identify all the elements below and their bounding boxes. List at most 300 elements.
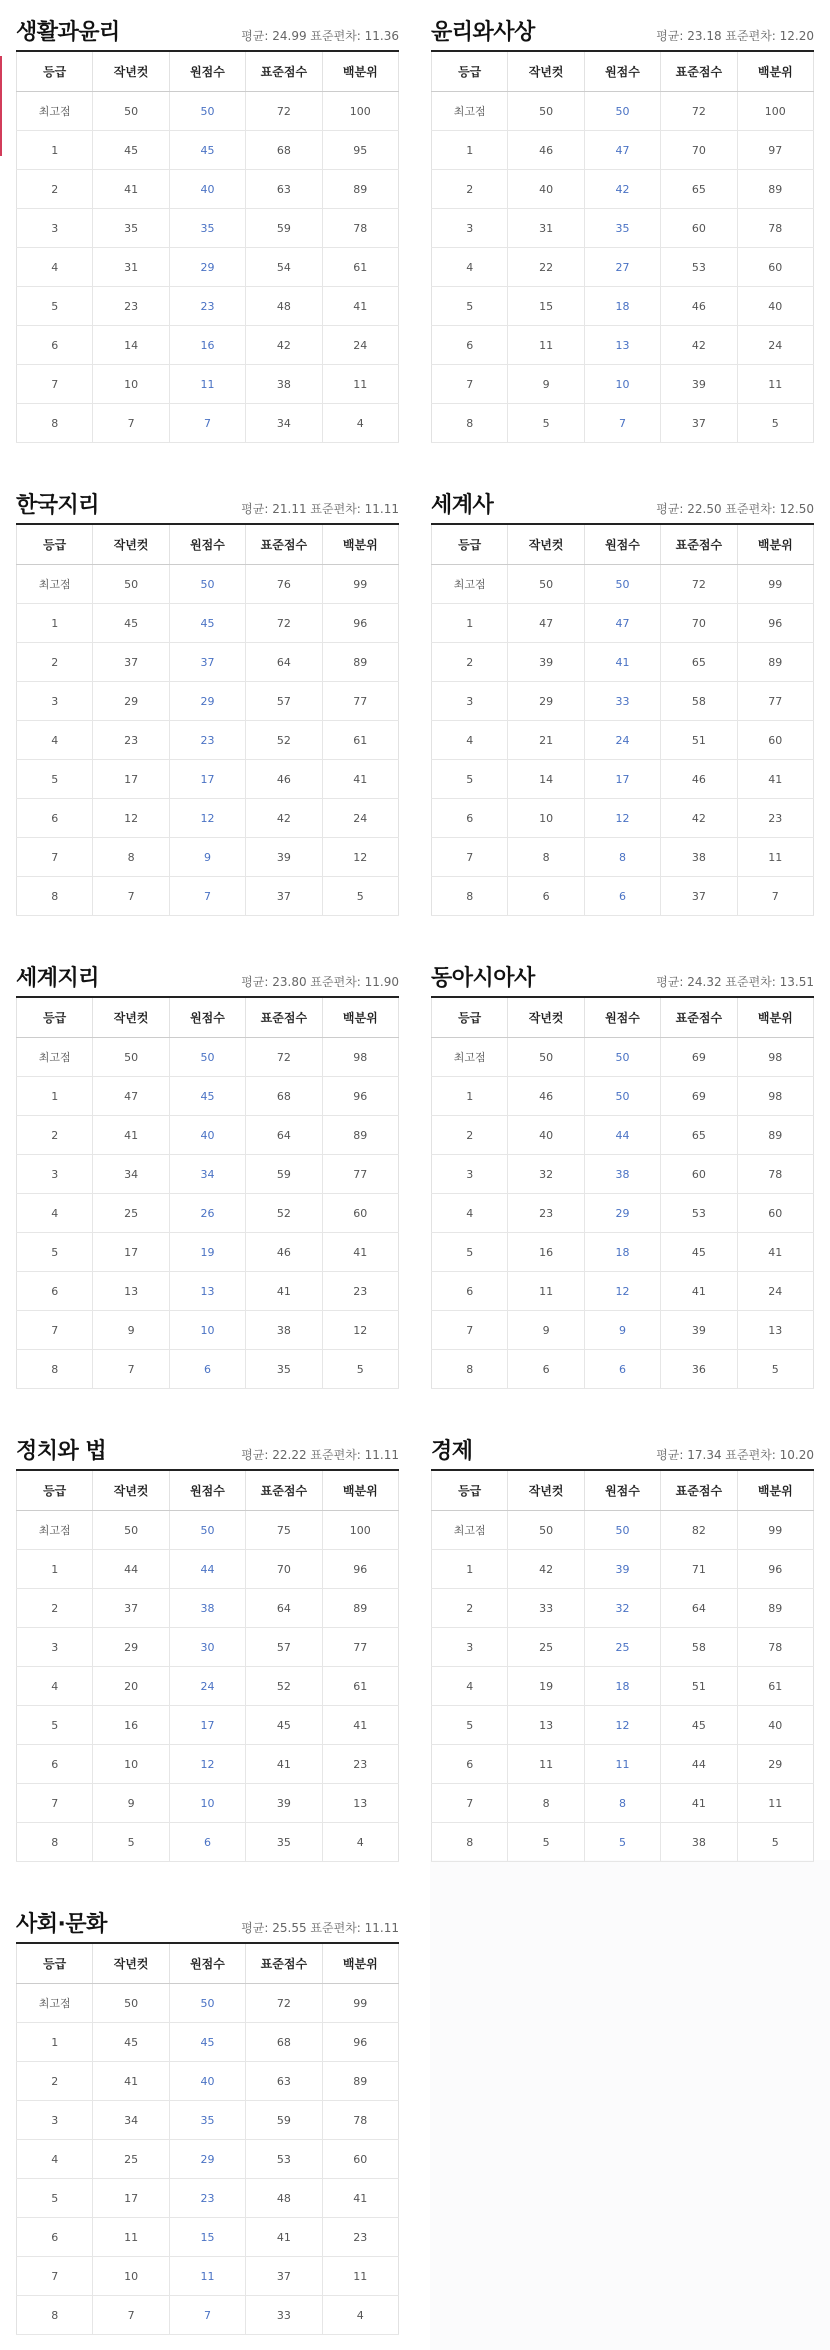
cell-standard-score: 69 bbox=[661, 1077, 737, 1116]
cell-percentile: 5 bbox=[737, 1823, 813, 1862]
cell-raw-score: 18 bbox=[584, 287, 660, 326]
cell-grade: 최고점 bbox=[432, 92, 508, 131]
cell-grade: 4 bbox=[432, 1667, 508, 1706]
table-header-row bbox=[17, 1470, 399, 1511]
cell-percentile: 89 bbox=[737, 643, 813, 682]
cell-grade: 2 bbox=[432, 643, 508, 682]
cell-raw-score: 35 bbox=[169, 209, 245, 248]
panel-header bbox=[16, 1429, 399, 1469]
cell-last-year-cut: 29 bbox=[93, 682, 169, 721]
cell-last-year-cut: 22 bbox=[508, 248, 584, 287]
cell-raw-score: 6 bbox=[584, 877, 660, 916]
cell-last-year-cut: 50 bbox=[93, 1511, 169, 1550]
cell-raw-score: 8 bbox=[584, 1784, 660, 1823]
col-header-grade: 등급 bbox=[17, 997, 93, 1038]
cell-percentile: 95 bbox=[322, 131, 398, 170]
cell-percentile: 78 bbox=[322, 2101, 398, 2140]
cell-raw-score: 7 bbox=[584, 404, 660, 443]
col-header-raw-score: 원점수 bbox=[169, 524, 245, 565]
cell-standard-score: 35 bbox=[246, 1350, 322, 1389]
cell-percentile: 5 bbox=[737, 1350, 813, 1389]
cell-grade: 최고점 bbox=[17, 1511, 93, 1550]
table-row bbox=[432, 92, 814, 131]
table-row bbox=[17, 2296, 399, 2335]
cell-raw-score: 50 bbox=[584, 1077, 660, 1116]
table-row bbox=[17, 1823, 399, 1862]
cell-grade: 8 bbox=[432, 1823, 508, 1862]
cell-percentile: 11 bbox=[322, 2257, 398, 2296]
cell-last-year-cut: 40 bbox=[508, 170, 584, 209]
cell-percentile: 99 bbox=[322, 565, 398, 604]
cell-last-year-cut: 7 bbox=[93, 1350, 169, 1389]
cell-standard-score: 70 bbox=[661, 604, 737, 643]
cell-grade: 최고점 bbox=[17, 1984, 93, 2023]
cell-raw-score: 9 bbox=[584, 1311, 660, 1350]
cell-percentile: 41 bbox=[322, 2179, 398, 2218]
cell-percentile: 78 bbox=[737, 209, 813, 248]
cell-percentile: 13 bbox=[737, 1311, 813, 1350]
cell-last-year-cut: 45 bbox=[93, 2023, 169, 2062]
cell-last-year-cut: 8 bbox=[508, 1784, 584, 1823]
subject-panel bbox=[16, 956, 399, 1389]
cell-grade: 6 bbox=[17, 1272, 93, 1311]
subject-panel bbox=[431, 10, 814, 443]
cell-grade: 3 bbox=[432, 1155, 508, 1194]
cell-percentile: 24 bbox=[737, 1272, 813, 1311]
cell-raw-score: 50 bbox=[584, 92, 660, 131]
table-row bbox=[17, 760, 399, 799]
cell-standard-score: 60 bbox=[661, 209, 737, 248]
cell-grade: 1 bbox=[432, 1550, 508, 1589]
cell-raw-score: 50 bbox=[169, 92, 245, 131]
cell-standard-score: 39 bbox=[246, 1784, 322, 1823]
subject-panel bbox=[431, 956, 814, 1389]
col-header-last-year-cut: 작년컷 bbox=[93, 997, 169, 1038]
table-row bbox=[17, 1311, 399, 1350]
table-row bbox=[17, 2257, 399, 2296]
cell-percentile: 78 bbox=[737, 1628, 813, 1667]
cell-standard-score: 70 bbox=[661, 131, 737, 170]
cell-standard-score: 68 bbox=[246, 131, 322, 170]
cell-raw-score: 16 bbox=[169, 326, 245, 365]
cell-standard-score: 48 bbox=[246, 2179, 322, 2218]
cell-grade: 6 bbox=[17, 799, 93, 838]
cell-last-year-cut: 31 bbox=[93, 248, 169, 287]
cell-grade: 8 bbox=[17, 404, 93, 443]
cell-raw-score: 50 bbox=[584, 1511, 660, 1550]
cell-grade: 5 bbox=[432, 1233, 508, 1272]
cell-standard-score: 52 bbox=[246, 721, 322, 760]
cell-grade: 6 bbox=[17, 2218, 93, 2257]
cell-last-year-cut: 16 bbox=[93, 1706, 169, 1745]
table-row bbox=[432, 1038, 814, 1077]
col-header-last-year-cut: 작년컷 bbox=[508, 524, 584, 565]
cell-standard-score: 57 bbox=[246, 1628, 322, 1667]
table-row bbox=[17, 1272, 399, 1311]
cell-last-year-cut: 13 bbox=[93, 1272, 169, 1311]
cell-standard-score: 65 bbox=[661, 1116, 737, 1155]
cell-raw-score: 12 bbox=[584, 1272, 660, 1311]
cell-last-year-cut: 20 bbox=[93, 1667, 169, 1706]
cell-raw-score: 30 bbox=[169, 1628, 245, 1667]
col-header-percentile: 백분위 bbox=[322, 1470, 398, 1511]
cell-percentile: 96 bbox=[737, 604, 813, 643]
subject-stats: 평균: 22.22 표준편차: 11.11 bbox=[241, 1448, 399, 1462]
table-row bbox=[17, 565, 399, 604]
cell-raw-score: 50 bbox=[584, 1038, 660, 1077]
cell-last-year-cut: 45 bbox=[93, 131, 169, 170]
cell-last-year-cut: 7 bbox=[93, 877, 169, 916]
cell-last-year-cut: 5 bbox=[93, 1823, 169, 1862]
cell-percentile: 40 bbox=[737, 1706, 813, 1745]
cell-raw-score: 17 bbox=[169, 1706, 245, 1745]
cell-grade: 1 bbox=[17, 131, 93, 170]
cell-raw-score: 8 bbox=[584, 838, 660, 877]
cell-percentile: 5 bbox=[322, 877, 398, 916]
cell-standard-score: 33 bbox=[246, 2296, 322, 2335]
cell-standard-score: 46 bbox=[246, 1233, 322, 1272]
cell-grade: 최고점 bbox=[432, 565, 508, 604]
cell-percentile: 77 bbox=[322, 1628, 398, 1667]
cell-grade: 최고점 bbox=[17, 565, 93, 604]
cell-percentile: 77 bbox=[322, 1155, 398, 1194]
table-row bbox=[432, 1155, 814, 1194]
cell-standard-score: 58 bbox=[661, 1628, 737, 1667]
table-row bbox=[432, 404, 814, 443]
cell-grade: 4 bbox=[17, 248, 93, 287]
col-header-standard-score: 표준점수 bbox=[246, 51, 322, 92]
cell-grade: 1 bbox=[17, 604, 93, 643]
cell-grade: 8 bbox=[432, 877, 508, 916]
table-row bbox=[17, 2062, 399, 2101]
cell-raw-score: 12 bbox=[169, 1745, 245, 1784]
cell-last-year-cut: 40 bbox=[508, 1116, 584, 1155]
table-row bbox=[17, 209, 399, 248]
subject-title: 한국지리 bbox=[16, 493, 100, 518]
cell-percentile: 23 bbox=[737, 799, 813, 838]
col-header-standard-score: 표준점수 bbox=[246, 997, 322, 1038]
cell-standard-score: 72 bbox=[661, 92, 737, 131]
cell-standard-score: 38 bbox=[246, 365, 322, 404]
cell-last-year-cut: 11 bbox=[508, 326, 584, 365]
table-row bbox=[17, 838, 399, 877]
table-row bbox=[432, 1116, 814, 1155]
cell-last-year-cut: 11 bbox=[508, 1272, 584, 1311]
cell-percentile: 89 bbox=[322, 2062, 398, 2101]
cell-percentile: 100 bbox=[322, 92, 398, 131]
cell-raw-score: 18 bbox=[584, 1233, 660, 1272]
cell-standard-score: 72 bbox=[246, 92, 322, 131]
cell-percentile: 11 bbox=[737, 1784, 813, 1823]
cell-raw-score: 23 bbox=[169, 2179, 245, 2218]
table-row bbox=[17, 1077, 399, 1116]
cell-last-year-cut: 15 bbox=[508, 287, 584, 326]
cell-raw-score: 29 bbox=[169, 682, 245, 721]
cell-raw-score: 37 bbox=[169, 643, 245, 682]
cell-standard-score: 64 bbox=[661, 1589, 737, 1628]
cell-standard-score: 64 bbox=[246, 643, 322, 682]
cell-last-year-cut: 6 bbox=[508, 1350, 584, 1389]
table-row bbox=[432, 643, 814, 682]
cell-grade: 8 bbox=[17, 2296, 93, 2335]
grade-cut-table bbox=[16, 50, 399, 443]
cell-standard-score: 37 bbox=[246, 2257, 322, 2296]
cell-last-year-cut: 25 bbox=[93, 1194, 169, 1233]
cell-standard-score: 68 bbox=[246, 1077, 322, 1116]
panel-header bbox=[431, 956, 814, 996]
cell-standard-score: 72 bbox=[661, 565, 737, 604]
cell-percentile: 77 bbox=[322, 682, 398, 721]
subject-title: 윤리와사상 bbox=[431, 20, 535, 45]
cell-standard-score: 38 bbox=[661, 838, 737, 877]
cell-last-year-cut: 11 bbox=[508, 1745, 584, 1784]
cell-raw-score: 7 bbox=[169, 404, 245, 443]
cell-standard-score: 46 bbox=[661, 287, 737, 326]
cell-grade: 5 bbox=[17, 2179, 93, 2218]
cell-last-year-cut: 14 bbox=[93, 326, 169, 365]
table-row bbox=[17, 170, 399, 209]
subject-panel bbox=[16, 10, 399, 443]
subject-title: 경제 bbox=[431, 1439, 473, 1464]
table-row bbox=[432, 877, 814, 916]
cell-percentile: 41 bbox=[737, 1233, 813, 1272]
cell-last-year-cut: 13 bbox=[508, 1706, 584, 1745]
cell-standard-score: 48 bbox=[246, 287, 322, 326]
col-header-percentile: 백분위 bbox=[322, 997, 398, 1038]
table-row bbox=[17, 1155, 399, 1194]
cell-raw-score: 17 bbox=[584, 760, 660, 799]
cell-last-year-cut: 12 bbox=[93, 799, 169, 838]
cell-last-year-cut: 45 bbox=[93, 604, 169, 643]
cell-grade: 3 bbox=[432, 209, 508, 248]
subject-panel bbox=[16, 1429, 399, 1862]
cell-standard-score: 36 bbox=[661, 1350, 737, 1389]
cell-standard-score: 37 bbox=[661, 404, 737, 443]
cell-last-year-cut: 50 bbox=[93, 1038, 169, 1077]
cell-last-year-cut: 31 bbox=[508, 209, 584, 248]
cell-standard-score: 35 bbox=[246, 1823, 322, 1862]
col-header-last-year-cut: 작년컷 bbox=[93, 51, 169, 92]
cell-grade: 5 bbox=[432, 287, 508, 326]
cell-raw-score: 18 bbox=[584, 1667, 660, 1706]
cell-percentile: 78 bbox=[737, 1155, 813, 1194]
cell-percentile: 97 bbox=[737, 131, 813, 170]
cell-last-year-cut: 17 bbox=[93, 2179, 169, 2218]
panel-header bbox=[16, 1902, 399, 1942]
cell-grade: 6 bbox=[432, 326, 508, 365]
cell-grade: 최고점 bbox=[17, 1038, 93, 1077]
cell-standard-score: 46 bbox=[246, 760, 322, 799]
table-row bbox=[17, 1550, 399, 1589]
cell-last-year-cut: 5 bbox=[508, 1823, 584, 1862]
col-header-standard-score: 표준점수 bbox=[661, 51, 737, 92]
cell-raw-score: 12 bbox=[584, 799, 660, 838]
cell-raw-score: 6 bbox=[169, 1350, 245, 1389]
cell-standard-score: 72 bbox=[246, 604, 322, 643]
cell-grade: 2 bbox=[432, 1589, 508, 1628]
cell-standard-score: 63 bbox=[246, 170, 322, 209]
cell-standard-score: 52 bbox=[246, 1667, 322, 1706]
cell-grade: 8 bbox=[17, 877, 93, 916]
cell-percentile: 60 bbox=[737, 1194, 813, 1233]
cell-grade: 8 bbox=[17, 1350, 93, 1389]
cell-grade: 4 bbox=[432, 1194, 508, 1233]
cell-raw-score: 50 bbox=[169, 1038, 245, 1077]
cell-standard-score: 45 bbox=[661, 1706, 737, 1745]
table-row bbox=[17, 2101, 399, 2140]
cell-percentile: 11 bbox=[737, 838, 813, 877]
table-row bbox=[432, 326, 814, 365]
cell-percentile: 60 bbox=[737, 248, 813, 287]
cell-standard-score: 59 bbox=[246, 209, 322, 248]
cell-grade: 2 bbox=[432, 170, 508, 209]
table-row bbox=[432, 799, 814, 838]
cell-standard-score: 53 bbox=[661, 1194, 737, 1233]
cell-last-year-cut: 11 bbox=[93, 2218, 169, 2257]
panel-header bbox=[16, 956, 399, 996]
cell-grade: 3 bbox=[17, 2101, 93, 2140]
table-row bbox=[432, 838, 814, 877]
cell-standard-score: 44 bbox=[661, 1745, 737, 1784]
table-row bbox=[432, 1667, 814, 1706]
cell-grade: 7 bbox=[17, 365, 93, 404]
table-row bbox=[432, 1350, 814, 1389]
table-row bbox=[17, 1350, 399, 1389]
cell-last-year-cut: 10 bbox=[93, 1745, 169, 1784]
cell-last-year-cut: 37 bbox=[93, 643, 169, 682]
table-row bbox=[432, 1784, 814, 1823]
cell-grade: 2 bbox=[17, 2062, 93, 2101]
table-row bbox=[432, 1272, 814, 1311]
table-row bbox=[432, 287, 814, 326]
subject-title: 정치와 법 bbox=[16, 1439, 107, 1464]
cell-standard-score: 41 bbox=[246, 1272, 322, 1311]
cell-raw-score: 41 bbox=[584, 643, 660, 682]
cell-standard-score: 37 bbox=[246, 877, 322, 916]
cell-last-year-cut: 29 bbox=[93, 1628, 169, 1667]
subject-panel bbox=[431, 483, 814, 916]
cell-raw-score: 25 bbox=[584, 1628, 660, 1667]
cell-percentile: 96 bbox=[322, 2023, 398, 2062]
cell-grade: 최고점 bbox=[432, 1511, 508, 1550]
cell-grade: 최고점 bbox=[17, 92, 93, 131]
cell-grade: 1 bbox=[432, 131, 508, 170]
cell-last-year-cut: 8 bbox=[508, 838, 584, 877]
subject-stats: 평균: 24.32 표준편차: 13.51 bbox=[656, 975, 814, 989]
cell-standard-score: 64 bbox=[246, 1589, 322, 1628]
table-row bbox=[432, 209, 814, 248]
cell-raw-score: 40 bbox=[169, 2062, 245, 2101]
cell-grade: 7 bbox=[432, 838, 508, 877]
col-header-standard-score: 표준점수 bbox=[661, 997, 737, 1038]
cell-grade: 7 bbox=[432, 1784, 508, 1823]
table-row bbox=[17, 326, 399, 365]
cell-last-year-cut: 50 bbox=[93, 565, 169, 604]
table-header-row bbox=[432, 51, 814, 92]
cell-grade: 3 bbox=[432, 1628, 508, 1667]
cell-grade: 7 bbox=[17, 1311, 93, 1350]
cell-grade: 7 bbox=[432, 1311, 508, 1350]
subject-panel bbox=[16, 483, 399, 916]
cell-standard-score: 34 bbox=[246, 404, 322, 443]
panel-header bbox=[431, 483, 814, 523]
cell-last-year-cut: 6 bbox=[508, 877, 584, 916]
cell-last-year-cut: 23 bbox=[508, 1194, 584, 1233]
cell-last-year-cut: 5 bbox=[508, 404, 584, 443]
cell-grade: 6 bbox=[432, 1745, 508, 1784]
cell-percentile: 12 bbox=[322, 838, 398, 877]
cell-grade: 4 bbox=[17, 721, 93, 760]
cell-last-year-cut: 35 bbox=[93, 209, 169, 248]
grade-cut-table bbox=[431, 996, 814, 1389]
table-row bbox=[17, 682, 399, 721]
cell-last-year-cut: 37 bbox=[93, 1589, 169, 1628]
cell-standard-score: 52 bbox=[246, 1194, 322, 1233]
table-header-row bbox=[17, 997, 399, 1038]
cell-percentile: 99 bbox=[322, 1984, 398, 2023]
cell-raw-score: 38 bbox=[169, 1589, 245, 1628]
table-row bbox=[432, 1550, 814, 1589]
cell-grade: 4 bbox=[432, 721, 508, 760]
col-header-percentile: 백분위 bbox=[322, 1943, 398, 1984]
cell-last-year-cut: 10 bbox=[93, 365, 169, 404]
table-row bbox=[17, 2218, 399, 2257]
cell-last-year-cut: 47 bbox=[508, 604, 584, 643]
cell-grade: 7 bbox=[17, 1784, 93, 1823]
col-header-standard-score: 표준점수 bbox=[661, 524, 737, 565]
cell-last-year-cut: 41 bbox=[93, 170, 169, 209]
table-row bbox=[17, 799, 399, 838]
cell-last-year-cut: 44 bbox=[93, 1550, 169, 1589]
table-row bbox=[17, 131, 399, 170]
col-header-raw-score: 원점수 bbox=[584, 51, 660, 92]
cell-last-year-cut: 39 bbox=[508, 643, 584, 682]
table-row bbox=[17, 2179, 399, 2218]
subject-stats: 평균: 23.80 표준편차: 11.90 bbox=[241, 975, 399, 989]
cell-raw-score: 40 bbox=[169, 170, 245, 209]
cell-percentile: 100 bbox=[322, 1511, 398, 1550]
cell-percentile: 11 bbox=[737, 365, 813, 404]
cell-last-year-cut: 50 bbox=[93, 1984, 169, 2023]
table-header-row bbox=[432, 997, 814, 1038]
grade-cut-table bbox=[16, 1469, 399, 1862]
cell-standard-score: 70 bbox=[246, 1550, 322, 1589]
cell-percentile: 89 bbox=[737, 170, 813, 209]
cell-percentile: 23 bbox=[322, 1745, 398, 1784]
grade-cut-grid bbox=[16, 10, 814, 2335]
cell-grade: 3 bbox=[17, 1628, 93, 1667]
col-header-grade: 등급 bbox=[17, 1943, 93, 1984]
table-header-row bbox=[432, 1470, 814, 1511]
col-header-raw-score: 원점수 bbox=[169, 997, 245, 1038]
cell-standard-score: 71 bbox=[661, 1550, 737, 1589]
cell-last-year-cut: 50 bbox=[508, 92, 584, 131]
table-row bbox=[17, 1589, 399, 1628]
col-header-grade: 등급 bbox=[17, 51, 93, 92]
cell-standard-score: 68 bbox=[246, 2023, 322, 2062]
cell-percentile: 61 bbox=[322, 248, 398, 287]
cell-raw-score: 33 bbox=[584, 682, 660, 721]
table-row bbox=[17, 604, 399, 643]
cell-standard-score: 63 bbox=[246, 2062, 322, 2101]
cell-grade: 1 bbox=[432, 604, 508, 643]
cell-raw-score: 45 bbox=[169, 1077, 245, 1116]
cell-grade: 1 bbox=[17, 2023, 93, 2062]
cell-percentile: 24 bbox=[322, 326, 398, 365]
col-header-last-year-cut: 작년컷 bbox=[508, 997, 584, 1038]
cell-percentile: 23 bbox=[322, 1272, 398, 1311]
cell-last-year-cut: 16 bbox=[508, 1233, 584, 1272]
